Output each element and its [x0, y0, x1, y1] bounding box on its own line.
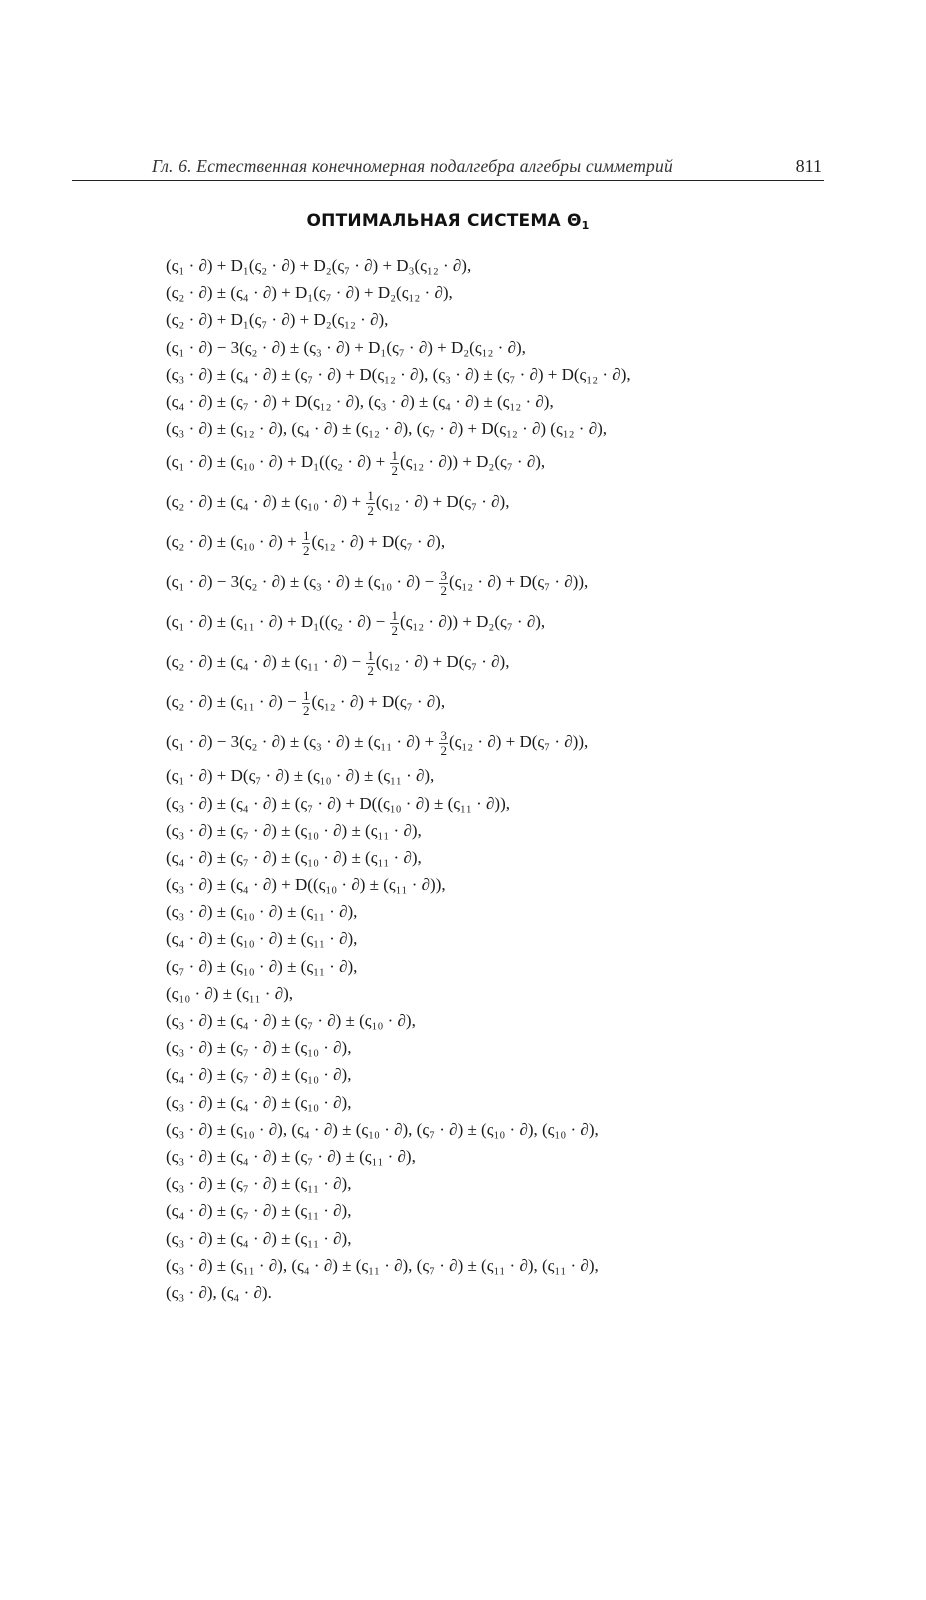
formula-line: (ς₁ · ∂) − 3(ς₂ · ∂) ± (ς₃ · ∂) + D₁(ς₇ · ∂) + D₂(ς₁₂ · ∂),: [166, 337, 526, 357]
formula-line: (ς₁ · ∂) + D(ς₇ · ∂) ± (ς₁₀ · ∂) ± (ς₁₁ · ∂),: [166, 766, 435, 786]
formula-line: (ς₁₀ · ∂) ± (ς₁₁ · ∂),: [166, 983, 294, 1003]
formula-line: (ς₄ · ∂) ± (ς₇ · ∂) ± (ς₁₁ · ∂),: [166, 1201, 352, 1221]
formula-line: (ς₃ · ∂) ± (ς₇ · ∂) ± (ς₁₀ · ∂) ± (ς₁₁ · ∂),: [166, 820, 422, 840]
formula-line: (ς₃ · ∂) ± (ς₄ · ∂) ± (ς₇ · ∂) ± (ς₁₁ · ∂),: [166, 1146, 416, 1166]
fraction: $\frac{1}{2}$: [302, 688, 310, 719]
formula-line: (ς₃ · ∂) ± (ς₁₂ · ∂), (ς₄ · ∂) ± (ς₁₂ · ∂), (ς₇ · ∂) + D(ς₁₂ · ∂) (ς₁₂ · ∂),: [166, 419, 608, 439]
running-title: Гл. 6. Естественная конечномерная подалгебра алгебры симметрий: [152, 156, 673, 176]
section-title-text: ОПТИМАЛЬНАЯ СИСТЕМА Θ: [306, 211, 582, 231]
formula-line: (ς₁ · ∂) + D₁(ς₂ · ∂) + D₂(ς₇ · ∂) + D₃(ς₁₂ · ∂),: [166, 256, 472, 275]
formula-line: (ς₃ · ∂) ± (ς₇ · ∂) ± (ς₁₁ · ∂),: [166, 1174, 352, 1194]
formula-line: (ς₃ · ∂) ± (ς₄ · ∂) ± (ς₇ · ∂) + D((ς₁₀ · ∂) ± (ς₁₁ · ∂)),: [166, 793, 510, 813]
formula-line: (ς₂ · ∂) + D₁(ς₇ · ∂) + D₂(ς₁₂ · ∂),: [166, 310, 389, 330]
formula-line: (ς₁ · ∂) ± (ς₁₀ · ∂) + D₁((ς₂ · ∂) + $\frac{1}{2}$ (ς₁₂ · ∂)) + D₂(ς₇ · ∂),: [166, 448, 546, 479]
formula-line: (ς₃ · ∂) ± (ς₄ · ∂) ± (ς₇ · ∂) + D(ς₁₂ · ∂), (ς₃ · ∂) ± (ς₇ · ∂) + D(ς₁₂ · ∂),: [166, 364, 631, 384]
fraction: $\frac{3}{2}$: [440, 728, 447, 759]
formula-line: (ς₃ · ∂) ± (ς₄ · ∂) ± (ς₁₁ · ∂),: [166, 1228, 352, 1248]
formula-list: [166, 252, 631, 1306]
formula-line: (ς₃ · ∂), (ς₄ · ∂).: [166, 1282, 272, 1302]
formula-line: (ς₂ · ∂) ± (ς₄ · ∂) ± (ς₁₁ · ∂) − $\frac{1}{2}$ (ς₁₂ · ∂) + D(ς₇ · ∂),: [166, 648, 510, 679]
formula-line: (ς₃ · ∂) ± (ς₁₁ · ∂), (ς₄ · ∂) ± (ς₁₁ · ∂), (ς₇ · ∂) ± (ς₁₁ · ∂), (ς₁₁ · ∂),: [166, 1255, 599, 1275]
formula-line: (ς₃ · ∂) ± (ς₁₀ · ∂) ± (ς₁₁ · ∂),: [166, 902, 358, 922]
formula-line: (ς₄ · ∂) ± (ς₇ · ∂) + D(ς₁₂ · ∂), (ς₃ · ∂) ± (ς₄ · ∂) ± (ς₁₂ · ∂),: [166, 391, 554, 411]
formula-line: (ς₃ · ∂) ± (ς₇ · ∂) ± (ς₁₀ · ∂),: [166, 1038, 352, 1058]
formula-line: (ς₃ · ∂) ± (ς₄ · ∂) ± (ς₁₀ · ∂),: [166, 1092, 352, 1112]
formula-line: (ς₃ · ∂) ± (ς₄ · ∂) ± (ς₇ · ∂) ± (ς₁₀ · ∂),: [166, 1011, 416, 1030]
formula-line: (ς₂ · ∂) ± (ς₄ · ∂) ± (ς₁₀ · ∂) + $\frac{1}{2}$ (ς₁₂ · ∂) + D(ς₇ · ∂),: [166, 488, 510, 519]
fraction: $\frac{3}{2}$: [440, 568, 447, 599]
section-title-subscript: 1: [581, 219, 590, 232]
fraction: $\frac{1}{2}$: [302, 528, 310, 559]
formula-line: (ς₂ · ∂) ± (ς₁₁ · ∂) − $\frac{1}{2}$ (ς₁₂ · ∂) + D(ς₇ · ∂),: [166, 688, 446, 719]
formula-line: (ς₁ · ∂) − 3(ς₂ · ∂) ± (ς₃ · ∂) ± (ς₁₀ · ∂) − $\frac{3}{2}$ (ς₁₂ · ∂) + D(ς₇ · ∂)),: [166, 568, 589, 599]
formula-line: (ς₂ · ∂) ± (ς₄ · ∂) + D₁(ς₇ · ∂) + D₂(ς₁₂ · ∂),: [166, 283, 453, 303]
formula-line: (ς₁ · ∂) − 3(ς₂ · ∂) ± (ς₃ · ∂) ± (ς₁₁ · ∂) + $\frac{3}{2}$ (ς₁₂ · ∂) + D(ς₇ · ∂)),: [166, 728, 589, 759]
running-head: [72, 156, 824, 181]
fraction: $\frac{1}{2}$: [367, 648, 374, 679]
fraction: $\frac{1}{2}$: [391, 608, 398, 639]
formula-line: (ς₂ · ∂) ± (ς₁₀ · ∂) + $\frac{1}{2}$ (ς₁₂ · ∂) + D(ς₇ · ∂),: [166, 528, 446, 559]
formula-line: (ς₃ · ∂) ± (ς₄ · ∂) + D((ς₁₀ · ∂) ± (ς₁₁ · ∂)),: [166, 875, 446, 895]
page-number: 811: [795, 156, 822, 176]
formula-line: (ς₇ · ∂) ± (ς₁₀ · ∂) ± (ς₁₁ · ∂),: [166, 956, 358, 976]
formula-line: (ς₄ · ∂) ± (ς₇ · ∂) ± (ς₁₀ · ∂) ± (ς₁₁ · ∂),: [166, 847, 422, 867]
fraction: $\frac{1}{2}$: [391, 448, 398, 479]
formula-line: (ς₃ · ∂) ± (ς₁₀ · ∂), (ς₄ · ∂) ± (ς₁₀ · ∂), (ς₇ · ∂) ± (ς₁₀ · ∂), (ς₁₀ · ∂),: [166, 1119, 599, 1139]
formula-line: (ς₄ · ∂) ± (ς₇ · ∂) ± (ς₁₀ · ∂),: [166, 1065, 352, 1085]
section-title: [0, 211, 896, 232]
fraction: $\frac{1}{2}$: [367, 488, 374, 519]
formula-line: (ς₄ · ∂) ± (ς₁₀ · ∂) ± (ς₁₁ · ∂),: [166, 929, 358, 949]
formula-line: (ς₁ · ∂) ± (ς₁₁ · ∂) + D₁((ς₂ · ∂) − $\frac{1}{2}$ (ς₁₂ · ∂)) + D₂(ς₇ · ∂),: [166, 608, 546, 639]
